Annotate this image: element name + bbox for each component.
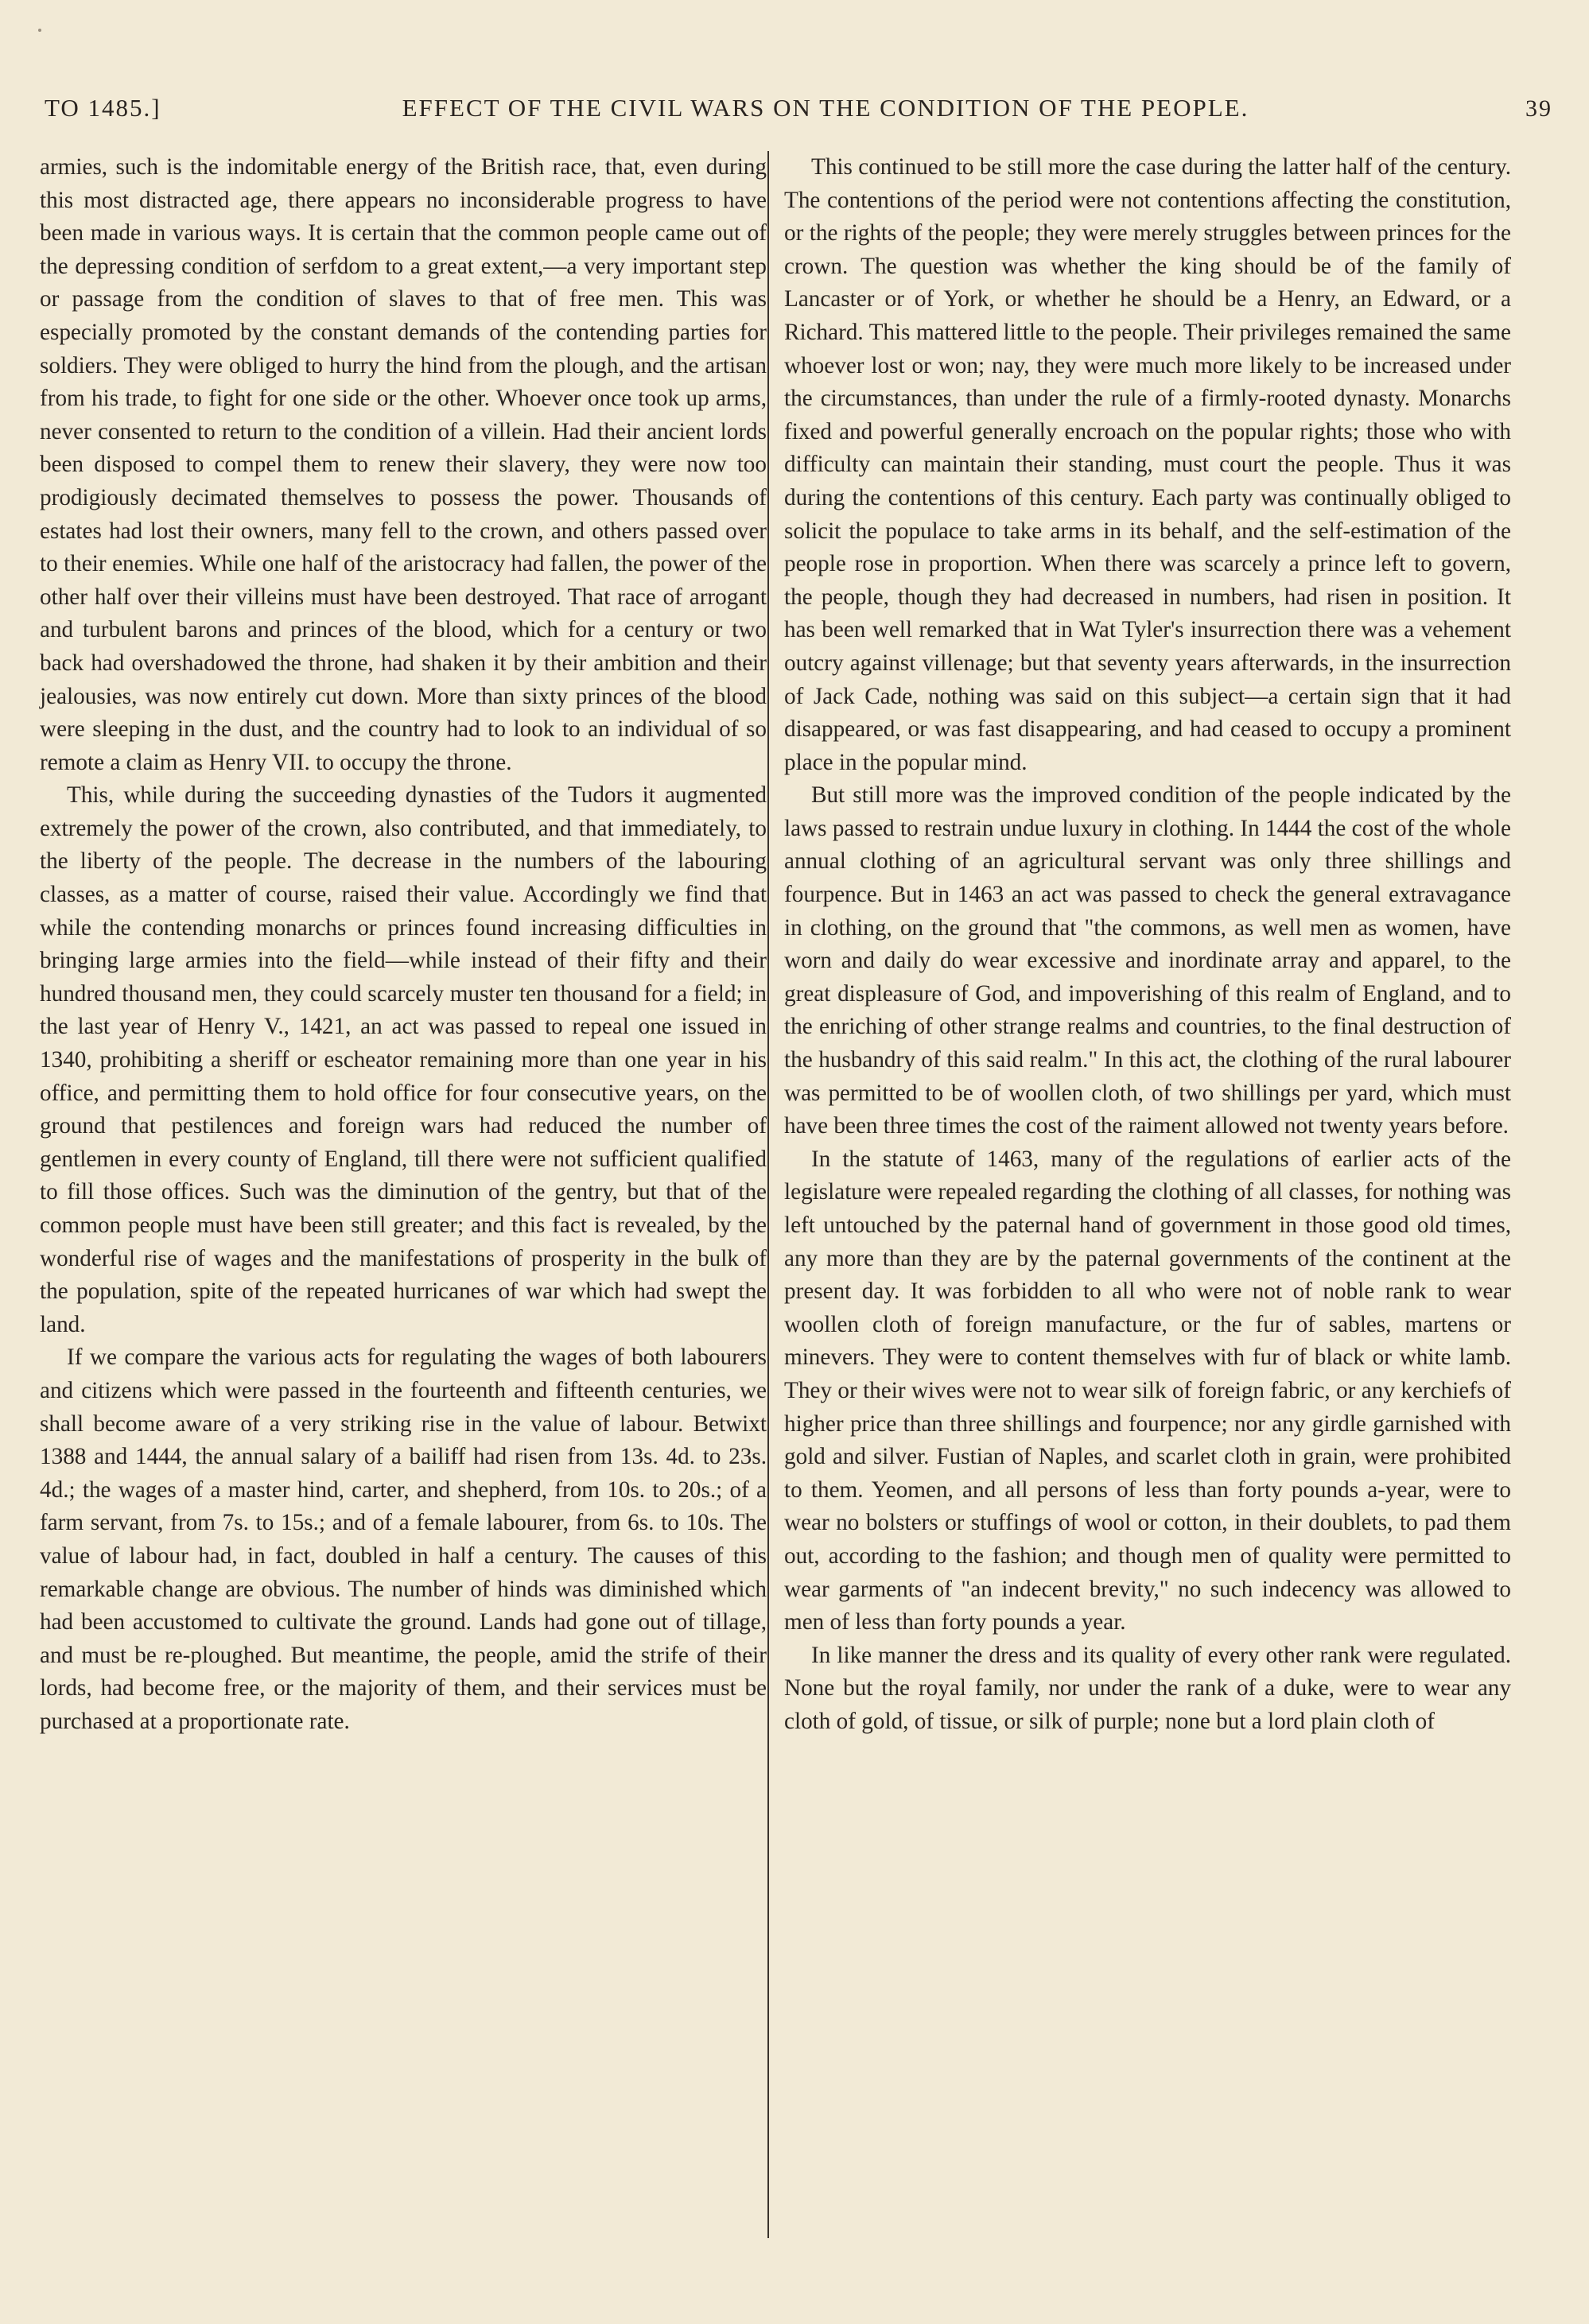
right-column [784, 151, 1511, 1739]
column-divider [767, 151, 769, 2238]
paragraph: armies, such is the indomitable energy of the British race, that, even during this most distracted age, there appears no inconsiderable progress to have been made in various ways. It is certain that the common people came out of the depressing condition of serfdom to a great extent,—a very important step or passage from the condition of slaves to that of free men. This was especially promoted by the constant demands of the contending parties for soldiers. They were obliged to hurry the hind from the plough, and the artisan from his trade, to fight for one side or the other. Whoever once took up arms, never consented to return to the condition of a villein. Had their ancient lords been disposed to compel them to renew their slavery, they were now too prodigiously decimated themselves to possess the power. Thousands of estates had lost their owners, many fell to the crown, and others passed over to their enemies. While one half of the aristocracy had fallen, the power of the other half over their villeins must have been destroyed. That race of arrogant and turbulent barons and princes of the blood, which for a century or two back had overshadowed the throne, had shaken it by their ambition and their jealousies, was now entirely cut down. More than sixty princes of the blood were sleeping in the dust, and the country had to look to an individual of so remote a claim as Henry VII. to occupy the throne. [40, 154, 767, 775]
header-date-range: TO 1485.] [45, 94, 161, 122]
header-title: EFFECT OF THE CIVIL WARS ON THE CONDITION OF THE PEOPLE. [402, 94, 1249, 122]
page-speck [38, 29, 41, 32]
paragraph: If we compare the various acts for regulating the wages of both labourers and citizens which were passed in the fourteenth and fifteenth centuries, we shall become aware of a very striking rise in the value of labour. Betwixt 1388 and 1444, the annual salary of a bailiff had risen from 13s. 4d. to 23s. 4d.; the wages of a master hind, carter, and shepherd, from 10s. to 20s.; of a farm servant, from 7s. to 15s.; and of a female labourer, from 6s. to 10s. The value of labour had, in fact, doubled in half a century. The causes of this remarkable change are obvious. The number of hinds was diminished which had been accustomed to cultivate the ground. Lands had gone out of tillage, and must be re-ploughed. But meantime, the people, amid the strife of their lords, had become free, or the majority of them, and their services must be purchased at a proportionate rate. [40, 1344, 767, 1734]
running-header [45, 86, 1552, 134]
paragraph: In the statute of 1463, many of the regulations of earlier acts of the legislature were repealed regarding the clothing of all classes, for nothing was left untouched by the paternal hand of government in those good old times, any more than they are by the paternal governments of the continent at the present day. It was forbidden to all who were not of noble rank to wear woollen cloth of foreign manufacture, or the fur of sables, martens or minevers. They were to content themselves with fur of black or white lamb. They or their wives were not to wear silk of foreign fabric, or any kerchiefs of higher price than three shillings and fourpence; nor any girdle garnished with gold and silver. Fustian of Naples, and scarlet cloth in grain, were prohibited to them. Yeomen, and all persons of less than forty pounds a-year, were to wear no bolsters or stuffings of wool or cotton, in their doublets, to pad them out, according to the fashion; and though men of quality were permitted to wear garments of "an indecent brevity," no such indecency was allowed to men of less than forty pounds a year. [784, 1146, 1511, 1635]
left-column [40, 151, 767, 1739]
page-number: 39 [1525, 95, 1552, 122]
paragraph: This, while during the succeeding dynasties of the Tudors it augmented extremely the power of the crown, also contributed, and that immediately, to the liberty of the people. The decrease in the numbers of the labouring classes, as a matter of course, raised their value. Accordingly we find that while the contending monarchs or princes found increasing difficulties in bringing large armies into the field—while instead of their fifty and their hundred thousand men, they could scarcely muster ten thousand for a field; in the last year of Henry V., 1421, an act was passed to repeal one issued in 1340, prohibiting a sheriff or escheator remaining more than one year in his office, and permitting them to hold office for four consecutive years, on the ground that pestilences and foreign wars had reduced the number of gentlemen in every county of England, till there were not sufficient qualified to fill those offices. Such was the diminution of the gentry, but that of the common people must have been still greater; and this fact is revealed, by the wonderful rise of wages and the manifestations of prosperity in the bulk of the population, spite of the repeated hurricanes of war which had swept the land. [40, 782, 767, 1337]
paragraph: In like manner the dress and its quality of every other rank were regulated. None but the royal family, nor under the rank of a duke, were to wear any cloth of gold, of tissue, or silk of purple; none but a lord plain cloth of [784, 1642, 1511, 1734]
paragraph: But still more was the improved condition of the people indicated by the laws passed to restrain undue luxury in clothing. In 1444 the cost of the whole annual clothing of an agricultural servant was only three shillings and fourpence. But in 1463 an act was passed to check the general extravagance in clothing, on the ground that "the commons, as well men as women, have worn and daily do wear excessive and inordinate array and apparel, to the great displeasure of God, and impoverishing of this realm of England, and to the enriching of other strange realms and countries, to the final destruction of the husbandry of this said realm." In this act, the clothing of the rural labourer was permitted to be of woollen cloth, of two shillings per yard, which must have been three times the cost of the raiment allowed not twenty years before. [784, 782, 1511, 1139]
paragraph: This continued to be still more the case during the latter half of the century. The contentions of the period were not contentions affecting the constitution, or the rights of the people; they were merely struggles between princes for the crown. The question was whether the king should be of the family of Lancaster or of York, or whether he should be a Henry, an Edward, or a Richard. This mattered little to the people. Their privileges remained the same whoever lost or won; nay, they were much more likely to be increased under the circumstances, than under the rule of a firmly-rooted dynasty. Monarchs fixed and powerful generally encroach on the popular rights; those who with difficulty can maintain their standing, must court the people. Thus it was during the contentions of this century. Each party was continually obliged to solicit the populace to take arms in its behalf, and the self-estimation of the people rose in proportion. When there was scarcely a prince left to govern, the people, though they had decreased in numbers, had risen in position. It has been well remarked that in Wat Tyler's insurrection there was a vehement outcry against villenage; but that seventy years afterwards, in the insurrection of Jack Cade, nothing was said on this subject—a certain sign that it had disappeared, or was fast disappearing, and had ceased to occupy a prominent place in the popular mind. [784, 154, 1511, 775]
